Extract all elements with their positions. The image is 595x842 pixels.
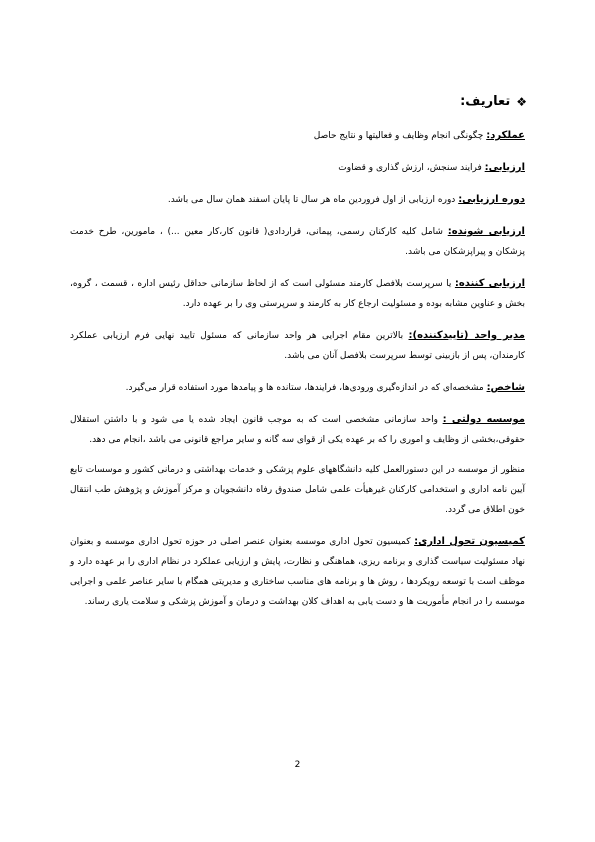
definition-term: مدیر واحد (تاییدکننده): xyxy=(408,330,525,341)
definition-performance xyxy=(70,126,525,146)
definition-term: موسسه دولتی : xyxy=(442,414,525,425)
definition-evaluatee xyxy=(70,222,525,262)
page-number: 2 xyxy=(294,760,301,770)
definition-text: فرایند سنجش، ارزش گذاری و قضاوت xyxy=(338,163,485,173)
definition-text: شامل کلیه کارکنان رسمی، پیمانی، قراردادی( قانون کار،کار معین ...) ، مامورین، طرح خدمت پزشکان و پیراپزشکان می باشد. xyxy=(70,227,525,257)
definition-evaluation xyxy=(70,158,525,178)
definition-text: چگونگی انجام وظایف و فعالیتها و نتایج حاصل xyxy=(313,131,487,141)
definition-unit-manager xyxy=(70,326,525,366)
definition-term: عملکرد: xyxy=(486,130,525,141)
definition-term: کمیسیون تحول اداری: xyxy=(414,536,525,547)
diamond-bullet-icon: ❖ xyxy=(516,94,527,109)
definition-evaluator xyxy=(70,274,525,314)
definition-term: ارزیابی: xyxy=(484,162,525,173)
institution-note: منظور از موسسه در این دستورالعمل کلیه دانشگاههای علوم پزشکی و خدمات بهداشتی و درمانی کشور و موسسات تابع آیین نامه اداری و استخدامی کارکنان غیرهیأت علمی شامل صندوق رفاه دانشجویان و مرکز آموزش و پژوهش طب انتقال خون اطلاق می گردد. xyxy=(70,465,525,515)
definition-text: دوره ارزیابی از اول فروردین ماه هر سال تا پایان اسفند همان سال می باشد. xyxy=(167,195,459,205)
section-heading xyxy=(460,94,527,109)
definition-text: کمیسیون تحول اداری موسسه بعنوان عنصر اصلی در حوزه تحول اداری موسسه و بعنوان نهاد مسئولیت سیاست گذاری و برنامه ریزی، هماهنگی و نظارت، پایش و ارزیابی عملکرد در نظام اداری را بر عهده دارد و موظف است با توسعه رویکردها ، روش ها و برنامه های مناسب ساختاری و مدیریتی همگام با سایر عناصر علمی و اجرایی موسسه را در انجام مأموریت ها و دست یابی به اهداف کلان بهداشت و درمان و آموزش پزشکی و سلامت یاری رساند. xyxy=(70,537,525,607)
definition-text: یا سرپرست بلافصل کارمند مسئولی است که از لحاظ سازمانی حداقل رئیس اداره ، قسمت ، گروه، بخش و عناوین مشابه بوده و مسئولیت ارجاع کار به کارمند و سرپرستی وی را بر عهده دارد. xyxy=(70,279,525,309)
definitions-body xyxy=(70,126,525,624)
definition-term: ارزیابی شونده: xyxy=(447,226,525,237)
heading-title: تعاریف: xyxy=(460,94,511,109)
definition-text: بالاترین مقام اجرایی هر واحد سازمانی که مسئول تایید نهایی فرم ارزیابی عملکرد کارمندان، پس از بازبینی توسط سرپرست بلافصل آنان می باشد. xyxy=(70,331,525,361)
definition-administrative-reform-commission xyxy=(70,532,525,612)
definition-term: دوره ارزیابی: xyxy=(458,194,525,205)
definition-evaluation-period xyxy=(70,190,525,210)
definition-term: ارزیابی کننده: xyxy=(454,278,525,289)
definition-text: مشخصه‌ای که در اندازه‌گیری ورودی‌ها، فرایندها، ستانده ها و پیامدها مورد استفاده قرار می‌گیرد. xyxy=(125,383,487,393)
definition-text: واحد سازمانی مشخصی است که به موجب قانون ایجاد شده یا می شود و با داشتن استقلال حقوقی،بخشی از وظایف و اموری را که بر عهده یکی از قوای سه گانه و سایر مراجع قانونی می باشد ،انجام می دهد. xyxy=(70,415,525,445)
definition-government-institution xyxy=(70,410,525,450)
definition-term: شاخص: xyxy=(486,382,525,393)
definition-indicator xyxy=(70,378,525,398)
